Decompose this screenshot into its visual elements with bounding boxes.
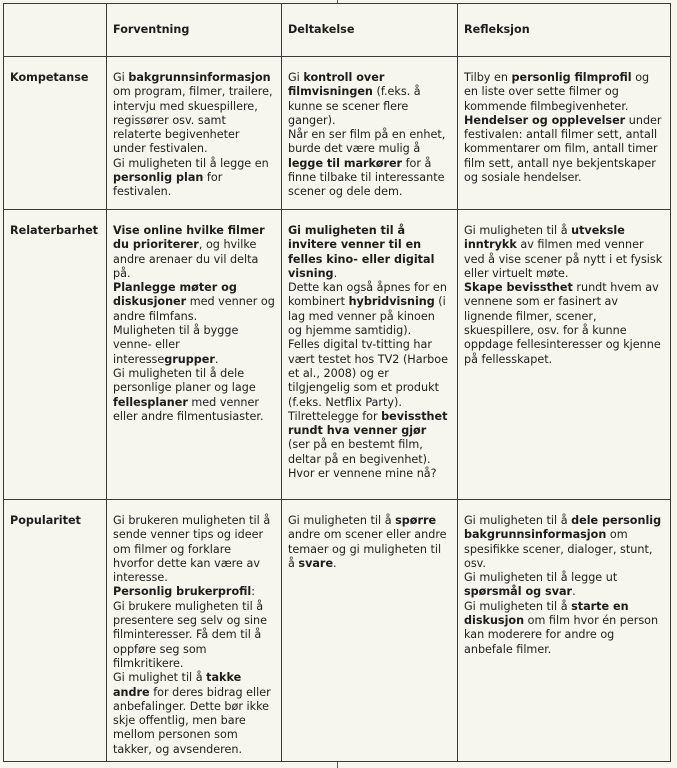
cell-paragraph [464, 114, 664, 185]
bold-text: bakgrunnsinformasjon [128, 71, 271, 84]
matrix-table [3, 3, 671, 762]
bold-text: Hendelser og opplevelser [464, 113, 626, 127]
bold-text: personlig plan [113, 171, 204, 185]
cell-paragraph [288, 71, 451, 128]
cell-kompetanse-forventning [107, 57, 282, 210]
text-run: om spesifikke scener, dialoger, stunt, osv. [464, 528, 653, 570]
text-run: Gi brukeren muligheten til å sende venner tips og ideer om filmer og forklare hvorfor dette kan være av interesse. [113, 514, 271, 585]
cell-paragraph [113, 71, 275, 157]
bold-text: spørsmål og svar [464, 585, 573, 599]
text-run: Gi muligheten til å legge ut [464, 571, 618, 585]
text-run: (f.eks. å kunne se scener flere ganger). [288, 85, 421, 127]
bold-text: utveksle inntrykk [464, 224, 625, 252]
text-run: . [333, 266, 338, 280]
text-run: : [251, 585, 256, 599]
text-run: Tilby en [464, 71, 512, 84]
text-run: Gi muligheten til å [288, 514, 396, 527]
page-divider-bottom [337, 762, 338, 768]
text-run: om program, filmer, trailere, intervju med skuespillere, regissører osv. samt relaterte begivenheter under festivalen. [113, 85, 273, 156]
text-run: Gi [288, 71, 304, 84]
text-run: om film hvor én person kan moderere for andre og anbefale filmer. [464, 614, 659, 656]
text-run: (i lag med venner på kinoen og hjemme samtidig). [288, 295, 446, 338]
cell-paragraph [464, 600, 664, 657]
text-run: for festivalen. [113, 171, 223, 199]
text-run: Gi muligheten til å legge en [113, 156, 269, 170]
text-run: . [214, 352, 219, 366]
text-run: for deres bidrag eller anbefalinger. Dette bør ikke skje offentlig, men bare mellom personen som takker, og avsenderen. [113, 685, 271, 756]
cell-paragraph [113, 367, 275, 424]
cell-paragraph [464, 281, 664, 367]
cell-paragraph [464, 224, 664, 281]
bold-text: Skape bevissthet [464, 281, 573, 295]
row-popularitet [4, 500, 671, 762]
cell-paragraph [113, 157, 275, 200]
text-run: og en liste over sette filmer og kommende filmbegivenheter. [464, 71, 650, 113]
bold-text: Gi muligheten til å invitere venner til en felles kino- eller digital visning [288, 224, 435, 280]
text-run: med venner eller andre filmentusiaster. [113, 395, 264, 423]
bold-text: personlig filmprofil [511, 71, 632, 84]
bold-text: Planlegge møter og diskusjoner [113, 281, 237, 309]
bold-text: takke andre [113, 671, 242, 699]
header-empty [4, 4, 107, 57]
cell-relaterbarhet-refleksjon [458, 210, 671, 500]
bold-text: starte en diskusjon [464, 599, 629, 628]
text-run: , og hvilke andre arenaer du vil delta på. [113, 238, 259, 280]
text-run: . [572, 585, 576, 599]
cell-paragraph [288, 224, 451, 281]
bold-text: spørre [395, 514, 437, 527]
text-run: Gi brukere muligheten til å presentere seg selv og sine filminteresser. Få dem til å oppføre seg som filmkritikere. [113, 599, 267, 670]
cell-kompetanse-refleksjon [458, 57, 671, 210]
bold-text: hybridvisning [348, 295, 435, 309]
bold-text: svare [298, 556, 334, 570]
bold-text: legge til markører [288, 156, 403, 170]
header-deltakelse: Deltakelse [282, 4, 458, 57]
cell-relaterbarhet-forventning [107, 210, 282, 500]
text-run: (ser på en bestemt film, deltar på en begivenhet). Hvor er vennene mine nå? [288, 438, 437, 481]
text-run: Gi muligheten til å [464, 224, 572, 237]
text-run: for å finne tilbake til interessante scener og dele dem. [288, 156, 445, 199]
cell-paragraph [113, 224, 275, 281]
bold-text: Personlig brukerprofil [113, 585, 252, 599]
row-label-popularitet: Popularitet [4, 500, 107, 762]
cell-paragraph [288, 514, 451, 571]
cell-paragraph [113, 281, 275, 324]
cell-paragraph [288, 338, 451, 409]
header-row [4, 4, 671, 57]
text-run: andre om scener eller andre temaer og gi muligheten til å [288, 528, 447, 570]
text-run: Gi muligheten til å [464, 599, 572, 613]
row-kompetanse [4, 57, 671, 210]
text-run: Felles digital tv-titting har vært testet hos TV2 (Harboe et al., 2008) og er tilgjengelig som et produkt (f.eks. Netflix Party). [288, 338, 449, 409]
text-run: Gi mulighet til å [113, 671, 207, 685]
cell-kompetanse-deltakelse [282, 57, 458, 210]
text-run: under festivalen: antall filmer sett, antall kommentarer om film, antall timer film sett, antall nye bekjentskaper og sosiale hendelser. [464, 113, 662, 185]
text-run: Gi muligheten til å [464, 514, 572, 527]
cell-paragraph [113, 600, 275, 671]
cell-paragraph [113, 671, 275, 757]
cell-paragraph [464, 71, 664, 114]
cell-relaterbarhet-deltakelse [282, 210, 458, 500]
text-run: av filmen med venner ved å vise scener på nytt i et fysisk eller virtuelt møte. [464, 238, 663, 280]
cell-popularitet-refleksjon [458, 500, 671, 762]
text-run: . [333, 556, 337, 570]
header-forventning: Forventning [107, 4, 282, 57]
text-run: Gi muligheten til å dele personlige planer og lage [113, 366, 256, 395]
text-run: med venner og andre filmfans. [113, 295, 275, 323]
cell-popularitet-deltakelse [282, 500, 458, 762]
bold-text: Vise online hvilke filmer du prioriterer [113, 224, 265, 252]
bold-text: grupper [164, 352, 215, 366]
cell-paragraph [464, 514, 664, 571]
header-refleksjon: Refleksjon [458, 4, 671, 57]
cell-paragraph [113, 585, 275, 599]
text-run: Gi [113, 71, 129, 84]
cell-paragraph [288, 410, 451, 481]
row-label-kompetanse: Kompetanse [4, 57, 107, 210]
cell-paragraph [113, 514, 275, 585]
cell-paragraph [288, 281, 451, 338]
text-run: rundt hvem av vennene som er fasinert av lignende filmer, scener, skuespillere, osv. for å kunne oppdage fellesinteresser og kjenne på fellesskapet. [464, 281, 661, 366]
text-run: Muligheten til å bygge venne- eller interesse [113, 324, 239, 366]
text-run: Tilrettelegge for [288, 409, 382, 423]
bold-text: bevissthet rundt hva venner gjør [288, 409, 448, 438]
text-run: Når en ser film på en enhet, burde det være mulig å [288, 128, 446, 156]
bold-text: kontroll over filmvisningen [288, 71, 385, 99]
row-relaterbarhet [4, 210, 671, 500]
row-label-relaterbarhet: Relaterbarhet [4, 210, 107, 500]
bold-text: fellesplaner [113, 395, 188, 409]
cell-paragraph [464, 571, 664, 600]
text-run: Dette kan også åpnes for en kombinert [288, 281, 447, 309]
bold-text: dele personlig bakgrunnsinformasjon [464, 514, 662, 542]
cell-paragraph [288, 128, 451, 199]
cell-paragraph [113, 324, 275, 367]
cell-popularitet-forventning [107, 500, 282, 762]
